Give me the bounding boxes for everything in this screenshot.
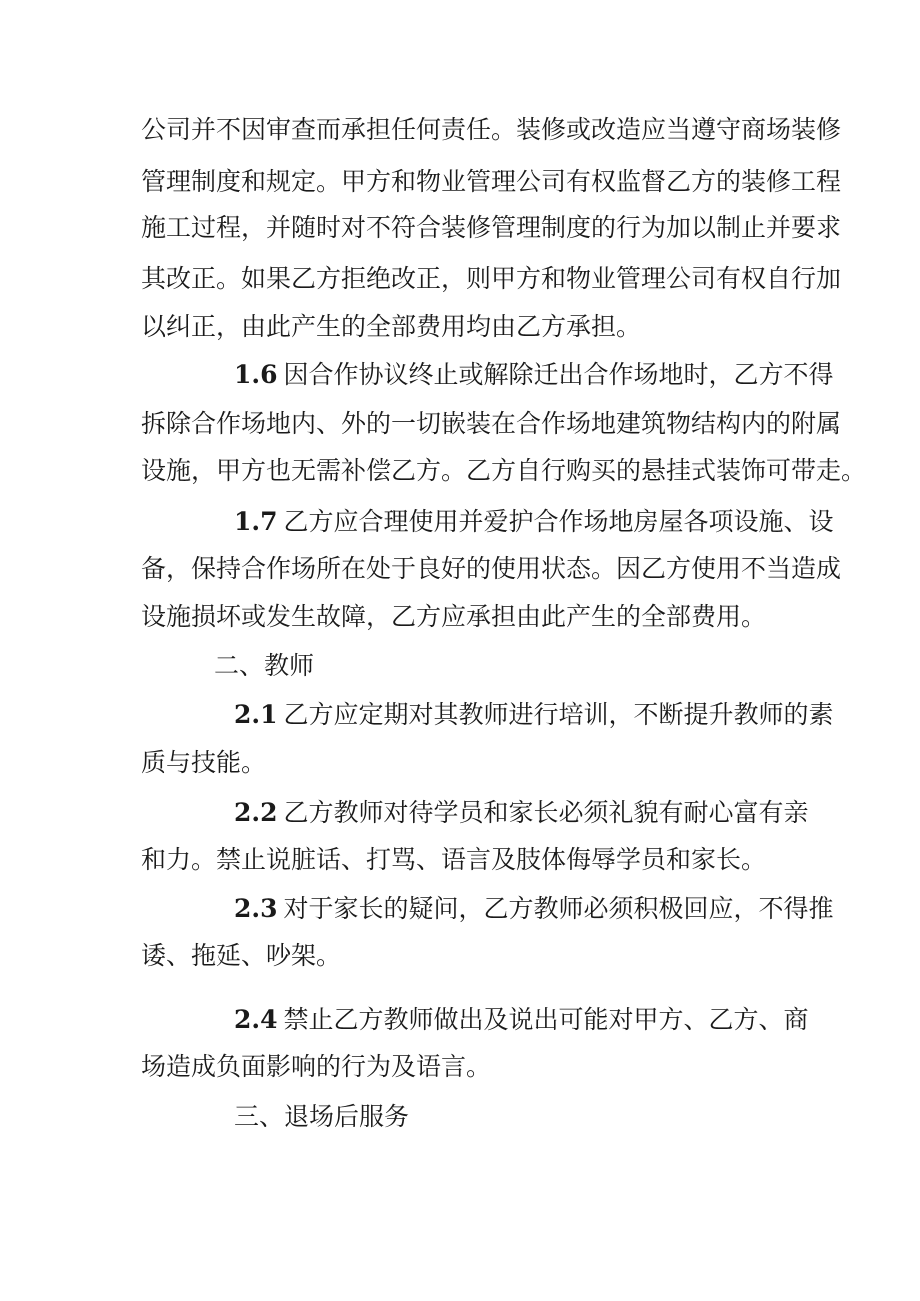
paragraph-line: 场造成负面影响的行为及语言。 xyxy=(141,1052,492,1081)
clause-2-4-line xyxy=(234,1004,809,1036)
clause-text: 乙方应定期对其教师进行培训，不断提升教师的素 xyxy=(283,700,834,729)
paragraph-line: 设施损坏或发生故障，乙方应承担由此产生的全部费用。 xyxy=(141,602,767,631)
clause-1-6-line xyxy=(234,359,834,391)
section-heading-after-exit-service: 三、退场后服务 xyxy=(234,1102,410,1131)
paragraph-line: 拆除合作场地内、外的一切嵌装在合作场地建筑物结构内的附属 xyxy=(141,409,842,438)
clause-text: 禁止乙方教师做出及说出可能对甲方、乙方、商 xyxy=(283,1005,809,1034)
clause-1-7-line xyxy=(234,506,834,538)
clause-2-2-line xyxy=(234,797,809,829)
paragraph-line: 设施，甲方也无需补偿乙方。乙方自行购买的悬挂式装饰可带走。 xyxy=(141,456,867,485)
section-heading-teachers: 二、教师 xyxy=(214,651,315,680)
clause-text: 乙方应合理使用并爱护合作场地房屋各项设施、设 xyxy=(283,507,834,536)
clause-text: 乙方教师对待学员和家长必须礼貌有耐心富有亲 xyxy=(283,798,809,827)
paragraph-line: 和力。禁止说脏话、打骂、语言及肢体侮辱学员和家长。 xyxy=(141,845,767,874)
clause-number: 2.1 xyxy=(234,700,278,729)
clause-number: 2.4 xyxy=(234,1005,278,1034)
paragraph-line: 公司并不因审查而承担任何责任。装修或改造应当遵守商场装修 xyxy=(141,115,842,144)
paragraph-line: 管理制度和规定。甲方和物业管理公司有权监督乙方的装修工程 xyxy=(141,167,842,196)
clause-text: 对于家长的疑问，乙方教师必须积极回应，不得推 xyxy=(283,894,834,923)
paragraph-line: 其改正。如果乙方拒绝改正，则甲方和物业管理公司有权自行加 xyxy=(141,264,842,293)
clause-number: 1.7 xyxy=(234,507,278,536)
clause-number: 1.6 xyxy=(234,360,278,389)
paragraph-line: 以纠正，由此产生的全部费用均由乙方承担。 xyxy=(141,312,642,341)
paragraph-line: 质与技能。 xyxy=(141,748,267,777)
clause-2-1-line xyxy=(234,699,834,731)
clause-2-3-line xyxy=(234,893,834,925)
clause-text: 因合作协议终止或解除迁出合作场地时，乙方不得 xyxy=(283,360,834,389)
paragraph-line: 施工过程，并随时对不符合装修管理制度的行为加以制止并要求 xyxy=(141,213,842,242)
paragraph-line: 诿、拖延、吵架。 xyxy=(141,941,342,970)
clause-number: 2.2 xyxy=(234,798,278,827)
clause-number: 2.3 xyxy=(234,894,278,923)
paragraph-line: 备，保持合作场所在处于良好的使用状态。因乙方使用不当造成 xyxy=(141,554,842,583)
